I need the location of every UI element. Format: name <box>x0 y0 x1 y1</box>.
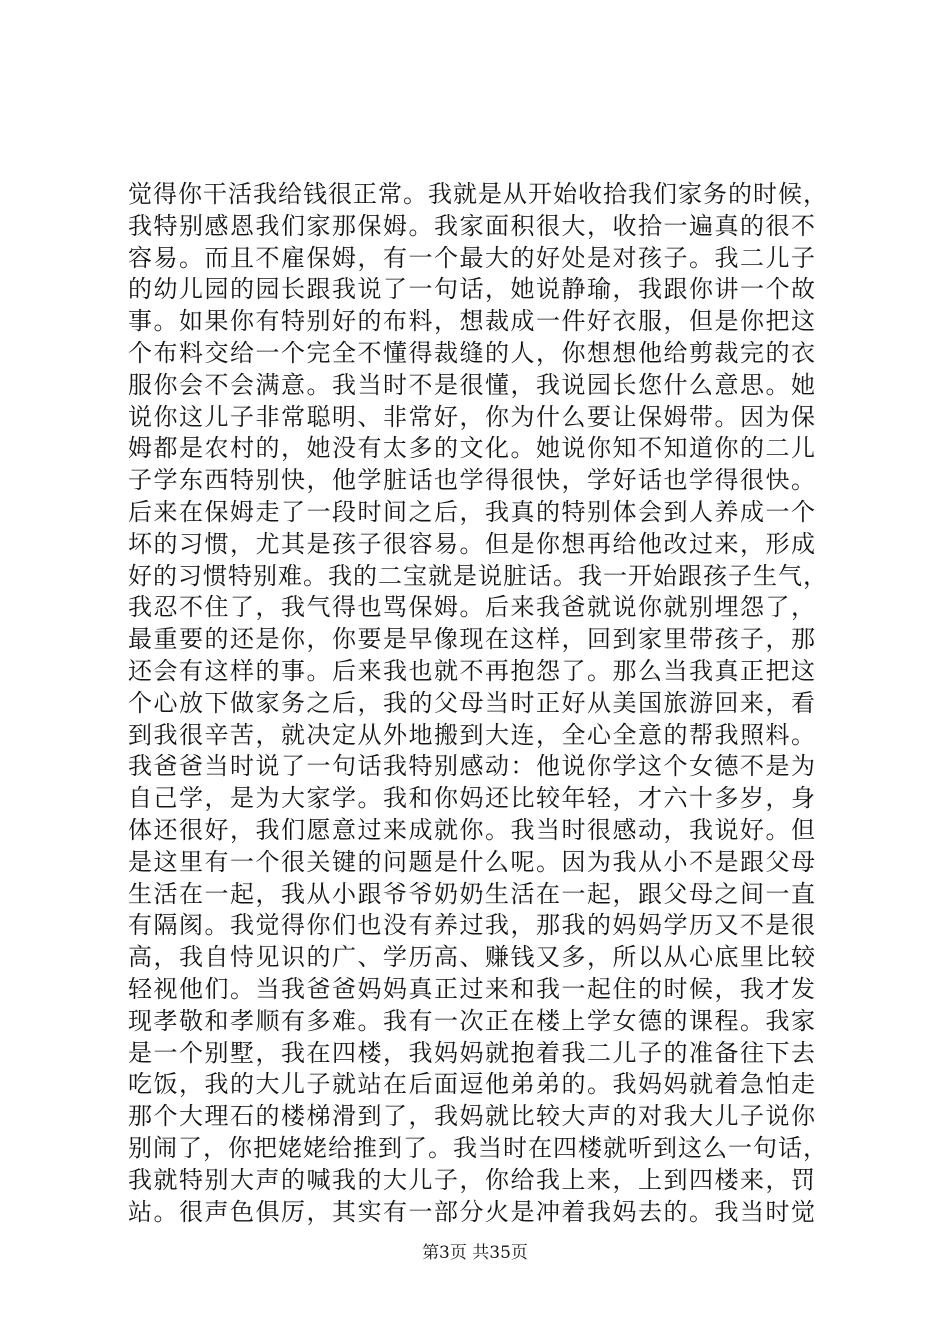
text-line: 容易。而且不雇保姆，有一个最大的好处是对孩子。我二儿子 <box>128 243 817 272</box>
text-line: 生活在一起，我从小跟爷爷奶奶生活在一起，跟父母之间一直 <box>128 879 817 908</box>
text-line: 我特别感恩我们家那保姆。我家面积很大，收拾一遍真的很不 <box>128 211 817 240</box>
text-line: 到我很辛苦，就决定从外地搬到大连，全心全意的帮我照料。 <box>128 720 817 749</box>
body-text <box>128 179 828 1228</box>
text-line: 高，我自恃见识的广、学历高、赚钱又多，所以从心底里比较 <box>128 943 817 972</box>
text-line: 说你这儿子非常聪明、非常好，你为什么要让保姆带。因为保 <box>128 402 817 431</box>
text-line: 我就特别大声的喊我的大儿子，你给我上来，上到四楼来，罚 <box>128 1165 817 1194</box>
text-line: 最重要的还是你，你要是早像现在这样，回到家里带孩子，那 <box>128 625 817 654</box>
text-line: 的幼儿园的园长跟我说了一句话，她说静瑜，我跟你讲一个故 <box>128 275 817 304</box>
text-line: 别闹了，你把姥姥给推到了。我当时在四楼就听到这么一句话， <box>128 1133 828 1162</box>
text-line: 现孝敬和孝顺有多难。我有一次正在楼上学女德的课程。我家 <box>128 1006 817 1035</box>
page-footer: 第3页 共35页 <box>422 1243 528 1263</box>
text-line: 我爸爸当时说了一句话我特别感动：他说你学这个女德不是为 <box>128 752 817 781</box>
text-line: 站。很声色俱厉，其实有一部分火是冲着我妈去的。我当时觉 <box>128 1197 817 1226</box>
text-line: 我忍不住了，我气得也骂保姆。后来我爸就说你就别埋怨了， <box>128 593 817 622</box>
text-line: 好的习惯特别难。我的二宝就是说脏话。我一开始跟孩子生气， <box>128 561 828 590</box>
text-line: 事。如果你有特别好的布料，想裁成一件好衣服，但是你把这 <box>128 307 817 336</box>
text-line: 坏的习惯，尤其是孩子很容易。但是你想再给他改过来，形成 <box>128 529 817 558</box>
text-line: 子学东西特别快，他学脏话也学得很快，学好话也学得很快。 <box>128 466 817 495</box>
text-line: 轻视他们。当我爸爸妈妈真正过来和我一起住的时候，我才发 <box>128 974 817 1003</box>
text-line: 体还很好，我们愿意过来成就你。我当时很感动，我说好。但 <box>128 815 817 844</box>
text-line: 是这里有一个很关键的问题是什么呢。因为我从小不是跟父母 <box>128 847 817 876</box>
text-line: 吃饭，我的大儿子就站在后面逗他弟弟的。我妈妈就着急怕走 <box>128 1070 817 1099</box>
text-line: 服你会不会满意。我当时不是很懂，我说园长您什么意思。她 <box>128 370 817 399</box>
text-line: 还会有这样的事。后来我也就不再抱怨了。那么当我真正把这 <box>128 656 817 685</box>
text-line: 个布料交给一个完全不懂得裁缝的人，你想想他给剪裁完的衣 <box>128 338 817 367</box>
text-line: 觉得你干活我给钱很正常。我就是从开始收拾我们家务的时候， <box>128 180 828 208</box>
text-line: 有隔阂。我觉得你们也没有养过我，那我的妈妈学历又不是很 <box>128 911 817 940</box>
text-line: 姆都是农村的，她没有太多的文化。她说你知不知道你的二儿 <box>128 434 817 463</box>
text-line: 个心放下做家务之后，我的父母当时正好从美国旅游回来，看 <box>128 688 817 717</box>
text-line: 自己学，是为大家学。我和你妈还比较年轻，才六十多岁，身 <box>128 784 817 813</box>
text-line: 后来在保姆走了一段时间之后，我真的特别体会到人养成一个 <box>128 497 817 526</box>
text-line: 那个大理石的楼梯滑到了，我妈就比较大声的对我大儿子说你 <box>128 1102 817 1131</box>
text-line: 是一个别墅，我在四楼，我妈妈就抱着我二儿子的准备往下去 <box>128 1038 817 1067</box>
